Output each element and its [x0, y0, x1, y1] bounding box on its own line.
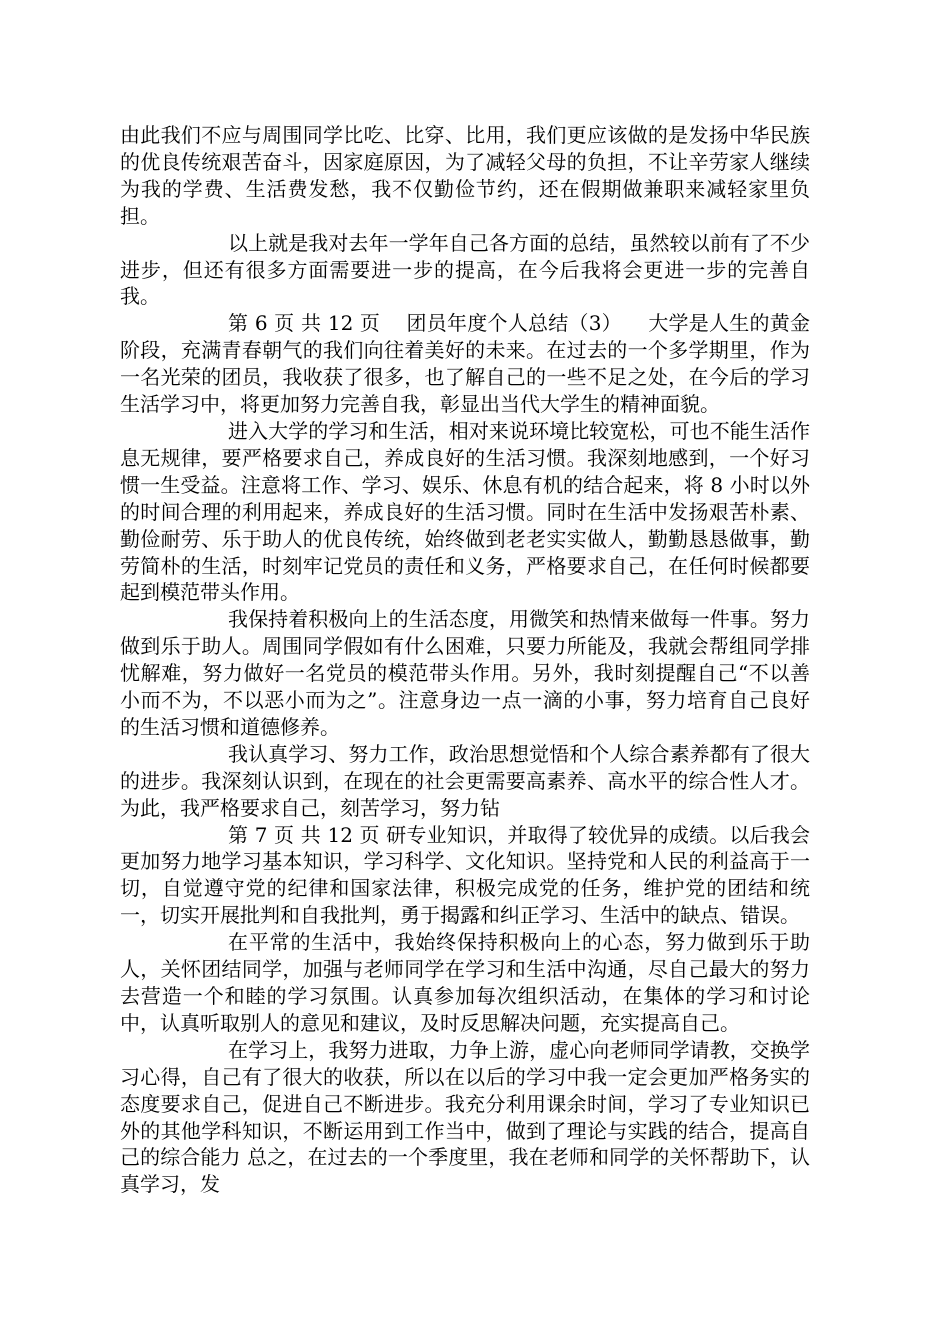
- paragraph-text: 进入大学的学习和生活，相对来说环境比较宽松，可也不能生活作息无规律，要严格要求自己，养成良好的生活习惯。我深刻地感到，一个好习惯一生受益。注意将工作、学习、娱乐、休息有机的结合起来，将 8 小时以外的时间合理的利用起来，养成良好的生活习惯。同时在生活中发扬艰苦朴素、勤俭耐劳、乐于助人的优良传统，始终做到老老实实做人，勤勤恳恳做事，勤劳简朴的生活，时刻牢记党员的责任和义务，严格要求自己，在任何时候都要起到模范带头作用。: [120, 418, 810, 605]
- paragraph-8: [120, 929, 810, 1037]
- paragraph-text: 以上就是我对去年一学年自己各方面的总结，虽然较以前有了不少进步，但还有很多方面需要进一步的提高，在今后我将会更进一步的完善自我。: [120, 230, 810, 309]
- paragraph-1: [120, 122, 810, 230]
- paragraph-5: [120, 606, 810, 741]
- paragraph-2: [120, 230, 810, 311]
- paragraph-6: [120, 741, 810, 822]
- paragraph-text: 由此我们不应与周围同学比吃、比穿、比用，我们更应该做的是发扬中华民族的优良传统艰苦奋斗，因家庭原因，为了减轻父母的负担，不让辛劳家人继续为我的学费、生活费发愁，我不仅勤俭节约，还在假期做兼职来减轻家里负担。: [120, 123, 810, 228]
- paragraph-7: [120, 822, 810, 930]
- paragraph-4: [120, 418, 810, 606]
- paragraph-text: 在学习上，我努力进取，力争上游，虚心向老师同学请教，交换学习心得，自己有了很大的收获，所以在以后的学习中我一定会更加严格务实的态度要求自己，促进自己不断进步。我充分利用课余时间，学习了专业知识已外的其他学科知识，不断运用到工作当中，做到了理论与实践的结合，提高自己的综合能力: [120, 1037, 810, 1170]
- paragraph-text: 大学是人生的黄金阶段，充满青春朝气的我们向往着美好的未来。在过去的一个多学期里，作为一名光荣的团员，我收获了很多，也了解自己的一些不足之处，在今后的学习生活学习中，将更加努力完善自我，彰显出当代大学生的精神面貌。: [120, 311, 811, 417]
- document-body: [120, 122, 810, 1198]
- paragraph-text: 我保持着积极向上的生活态度，用微笑和热情来做每一件事。努力做到乐于助人。周围同学假如有什么困难，只要力所能及，我就会帮组同学排忧解难，努力做好一名党员的模范带头作用。另外，我时刻提醒自己“不以善小而不为，不以恶小而为之”。注意身边一点一滴的小事，努力培育自己良好的生活习惯和道德修养。: [120, 607, 810, 739]
- paragraph-text-continued: 总之，在过去的一个季度里，我在老师和同学的关怀帮助下，认真学习，发: [120, 1145, 811, 1197]
- paragraph-text: 我认真学习、努力工作，政治思想觉悟和个人综合素养都有了很大的进步。我深刻认识到，在现在的社会更需要高素养、高水平的综合性人才。为此，我严格要求自己，刻苦学习，努力钻: [120, 741, 810, 820]
- paragraph-9: [120, 1037, 810, 1198]
- page-number-marker: 第 7 页 共 12 页: [228, 822, 380, 847]
- section-heading: 团员年度个人总结（3）: [380, 311, 649, 336]
- page-number-marker: 第 6 页 共 12 页: [228, 311, 381, 336]
- paragraph-3: [120, 310, 810, 418]
- paragraph-text: 研专业知识，并取得了较优异的成绩。以后我会更加努力地学习基本知识，学习科学、文化知识。坚持党和人民的利益高于一切，自觉遵守党的纪律和国家法律，积极完成党的任务，维护党的团结和统一，切实开展批判和自我批判，勇于揭露和纠正学习、生活中的缺点、错误。: [120, 822, 810, 928]
- paragraph-text: 在平常的生活中，我始终保持积极向上的心态，努力做到乐于助人，关怀团结同学，加强与老师同学在学习和生活中沟通，尽自己最大的努力去营造一个和睦的学习氛围。认真参加每次组织活动，在集体的学习和讨论中，认真听取别人的意见和建议，及时反思解决问题，充实提高自己。: [120, 930, 810, 1035]
